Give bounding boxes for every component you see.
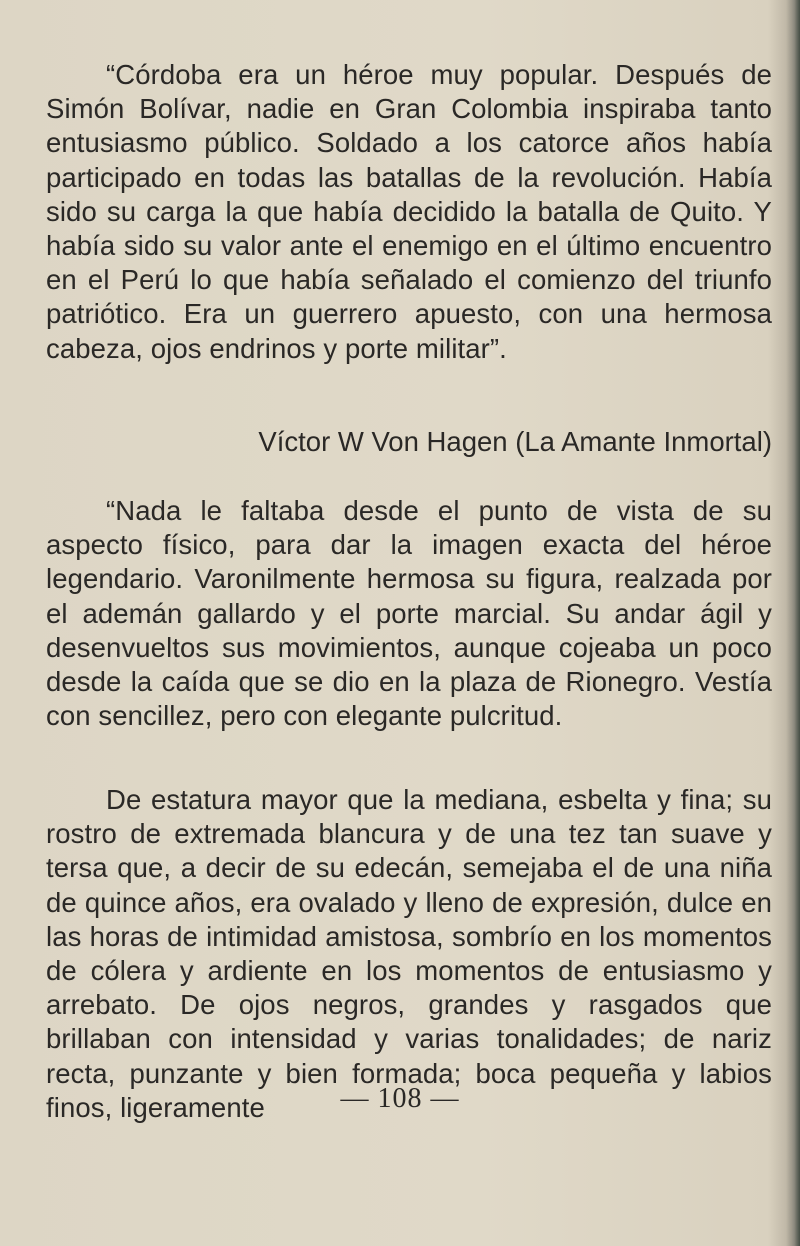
body-paragraph-physique: De estatura mayor que la mediana, esbelta y fina; su rostro de extremada blancura y de una tez tan suave y tersa que, a decir de su edecán, semejaba el de una niña de quince años, era ovalado y lleno de expresión, dulce en las horas de intimidad amistosa, sombrío en los momentos de cólera y ardiente en los momentos de entusiasmo y arrebato. De ojos negros, grandes y rasgados que brillaban con intensidad y varias tonalidades; de nariz recta, punzante y bien formada; boca pequeña y labios finos, ligeramente — [46, 784, 772, 1123]
quote-paragraph-description: “Nada le faltaba desde el punto de vista de su aspecto físico, para dar la imagen exacta del héroe legendario. Varonilmente hermosa su figura, realzada por el ademán gallardo y el porte marcial. Su andar ágil y desenvueltos sus movimientos, aunque cojeaba un poco desde la caída que se dio en la plaza de Rionegro. Vestía con sencillez, pero con elegante pulcritud. — [46, 495, 772, 732]
quote-paragraph-cordoba: “Córdoba era un héroe muy popular. Después de Simón Bolívar, nadie en Gran Colombia inspiraba tanto entusiasmo público. Soldado a los catorce años había participado en todas las batallas de la revolución. Había sido su carga la que había decidido la batalla de Quito. Y había sido su valor ante el enemigo en el último encuentro en el Perú lo que había señalado el comienzo del triunfo patriótico. Era un guerrero apuesto, con una hermosa cabeza, ojos endrinos y porte militar”. — [46, 59, 772, 364]
page-edge-shadow — [786, 0, 800, 1246]
page-number: — 108 — — [340, 1083, 460, 1114]
quote-attribution: Víctor W Von Hagen (La Amante Inmortal) — [258, 426, 772, 457]
